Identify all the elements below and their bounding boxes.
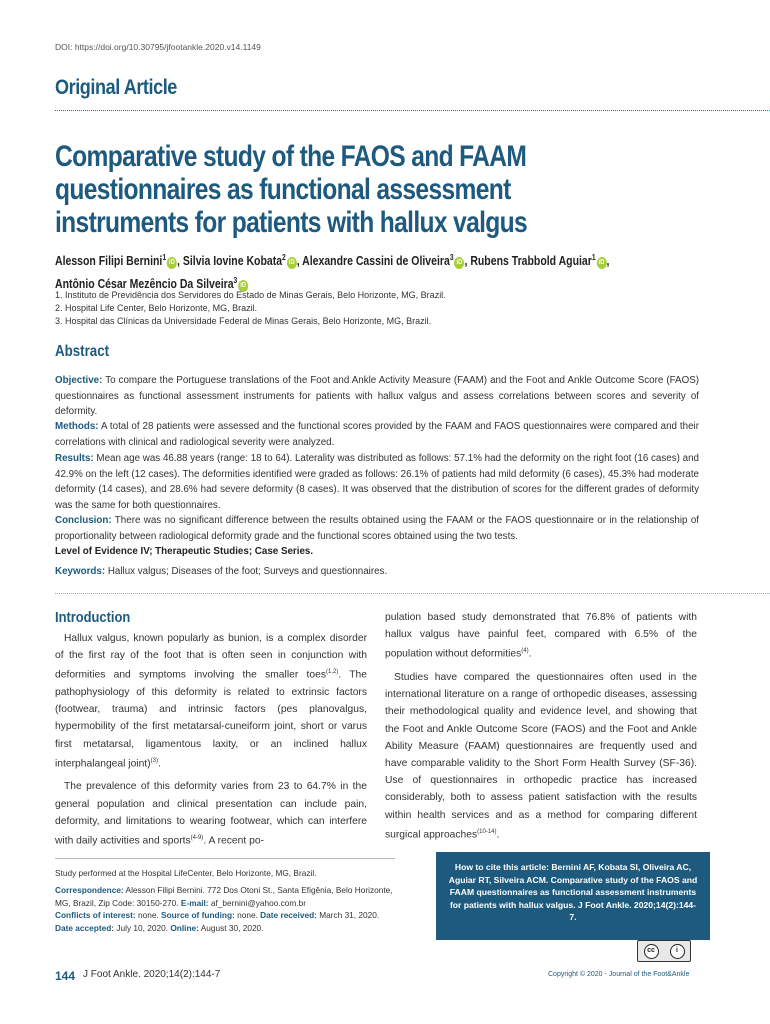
affiliation: 3. Hospital das Clínicas da Universidade Federal de Minas Gerais, Belo Horizonte, MG, Brazil. (55, 316, 432, 326)
correspondence: Correspondence: Alesson Filipi Bernini. 772 Dos Otoni St., Santa Efigênia, Belo Horizonte, MG, Brazil, Zip Code: 30150-270. E-mail: af_bernini@yahoo.com.br Conflicts of interest: none. Source of funding: none. Date received: March 31, 2020. Date accepted: July 10, 2020. Online: August 30, 2020. (55, 885, 393, 933)
footnote-divider (55, 858, 395, 859)
orcid-icon[interactable]: iD (454, 257, 464, 269)
page-number: 144 (55, 969, 76, 983)
doi[interactable]: DOI: https://doi.org/10.30795/jfootankle.2020.v14.1149 (55, 42, 261, 52)
affiliation: 1. Instituto de Previdência dos Servidores do Estado de Minas Gerais, Belo Horizonte, MG, Brazil. (55, 290, 446, 300)
abstract-heading: Abstract (55, 343, 110, 360)
orcid-icon[interactable]: iD (287, 257, 297, 269)
author-name[interactable]: Alesson Filipi Bernini (55, 254, 163, 269)
abstract-conclusion: Conclusion: There was no significant difference between the results obtained using the FAAM or the FAOS questionnaire or in the relationship of proportionality between radiological deformity grade and the functional scores obtained using the two tests. (55, 515, 699, 542)
evidence-level: Level of Evidence IV; Therapeutic Studies; Case Series. (55, 546, 314, 557)
orcid-icon[interactable]: iD (238, 280, 248, 292)
intro-column-right (385, 609, 697, 843)
cc-by-license-icon[interactable] (637, 940, 691, 962)
journal-reference: J Foot Ankle. 2020;14(2):144-7 (83, 969, 221, 980)
paragraph: The prevalence of this deformity varies from 23 to 64.7% in the general population and clinical presentation can include pain, deformity, and limitations to wearing footwear, which can interfere with daily activities and sports$^{(4-9)}$. A recent po- (55, 781, 367, 847)
abstract-objective: Objective: To compare the Portuguese translations of the Foot and Ankle Activity Measure (FAAM) and the Foot and Ankle Outcome Score (FAOS) questionnaires as functional assessment instruments for patients with hallux valgus and assess correlations between scores and severity of deformity. (55, 375, 699, 417)
abstract-results: Results: Mean age was 46.88 years (range: 18 to 64). Laterality was distributed as follows: 57.1% had the deformity on the right foot (16 cases) and 42.9% on the left (12 cases). The deformities identified were graded as follows: 26.1% of patients had mild deformity (6 cases), 45.3% had moderate deformity (14 cases), and 28.6% had severe deformity (8 cases). It was observed that the distribution of scores for the different grades of deformity was the same for both questionnaires. (55, 453, 699, 511)
section-label: Original Article (55, 76, 177, 99)
abstract-methods: Methods: A total of 28 patients were assessed and the functional scores provided by the FAAM and FAOS questionnaires were compared and their correlations with clinical and radiological severity were analyzed. (55, 421, 699, 448)
keywords: Keywords: Hallux valgus; Diseases of the foot; Surveys and questionnaires. (55, 566, 388, 577)
author-name[interactable]: Alexandre Cassini de Oliveira (302, 254, 450, 269)
paragraph: Hallux valgus, known popularly as bunion, is a complex disorder of the first ray of the foot that is often seen in conjunction with deformities and symptoms involving the smaller toes$^{(1,2)}$. The pathophysiology of this deformity is related to extrinsic factors (footwear, trauma) and intrinsic factors (pes planovalgus, hypermobility of the first metatarsal-cuneiform joint, short or varus first metatarsal, ligamentous laxity, or an inclined hallux interphalangeal joint)$^{(3)}$. (55, 633, 367, 770)
email-link[interactable]: af_bernini@yahoo.com.br (208, 897, 307, 908)
paragraph: Studies have compared the questionnaires often used in the international literature on a range of orthopedic diseases, assessing their methodological quality and evidence level, and showing that the Foot and Ankle Outcome Score (FAOS) and the Foot and Ankle Ability Measure (FAAM) questionnaires are frequently used and have comparable validity to the Short Form Health Survey (SF-36). Use of questionnaires in orthopedic practice has increased considerably, both to assess patient satisfaction with the results within health services and as a method for comparing different surgical approaches$^{(10-14)}$. (385, 672, 697, 841)
orcid-icon[interactable]: iD (596, 257, 606, 269)
cc-icon: cc (644, 944, 659, 959)
affiliation: 2. Hospital Life Center, Belo Horizonte, MG, Brazil. (55, 303, 258, 313)
copyright: Copyright © 2020 - Journal of the Foot&Ankle (548, 971, 690, 978)
article-title: Comparative study of the FAOS and FAAM questionnaires as functional assessment instruments for patients with hallux valgus (55, 140, 528, 239)
header-divider (55, 110, 770, 111)
attribution-icon: i (670, 944, 685, 959)
orcid-icon[interactable]: iD (167, 257, 177, 269)
author-name[interactable]: Antônio César Mezêncio Da Silveira (55, 277, 234, 292)
abstract-divider (55, 593, 770, 594)
author-list: Alesson Filipi Bernini$^1$iD , Silvia Iovine Kobata$^2$iD , Alexandre Cassini de Oliveira$^3$iD , Rubens Trabbold Aguiar$^1$iD , Antônio César Mezêncio Da Silveira$^3$iD (55, 253, 610, 292)
citation-box: How to cite this article: Bernini AF, Kobata SI, Oliveira AC, Aguiar RT, Silveira ACM. Comparative study of the FAOS and FAAM questionnaires as functional assessment instruments for patients with hallux valgus. J Foot Ankle. 2020;14(2):144-7. (436, 852, 710, 940)
paragraph: pulation based study demonstrated that 76.8% of patients with hallux valgus have painful feet, compared with 6.5% of the population without deformities$^{(4)}$. (385, 612, 697, 660)
author-name[interactable]: Rubens Trabbold Aguiar (470, 254, 592, 269)
introduction-heading: Introduction (55, 609, 131, 626)
author-name[interactable]: Silvia Iovine Kobata (182, 254, 283, 269)
intro-column-left (55, 630, 367, 850)
study-note: Study performed at the Hospital LifeCenter, Belo Horizonte, MG, Brazil. (55, 868, 317, 878)
